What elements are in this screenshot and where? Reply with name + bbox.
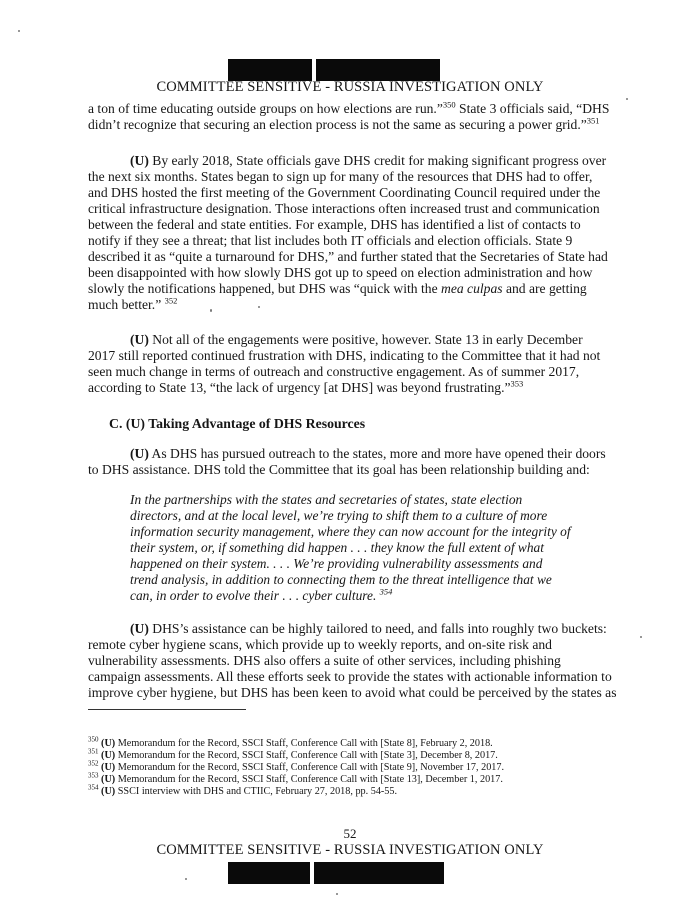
para1-text: and are getting xyxy=(502,281,587,296)
header-classification: COMMITTEE SENSITIVE - RUSSIA INVESTIGATION ONLY xyxy=(156,79,544,95)
quote-line: directors, and at the local level, we’re trying to shift them to a culture of more xyxy=(130,508,548,523)
para4-line: remote cyber hygiene scans, which provide up to weekly reports, and on-site risk and xyxy=(88,637,552,652)
footnote-text: SSCI interview with DHS and CTIIC, February 27, 2018, pp. 54-55. xyxy=(115,786,398,797)
quote-line: trend analysis, in addition to connecting them to the threat intelligence that we xyxy=(130,572,552,587)
page-number: 52 xyxy=(343,826,357,841)
footnote-divider xyxy=(88,709,246,710)
para1-line: between the federal and state entities. For example, DHS has identified a list of contacts to xyxy=(88,217,581,232)
footnote-marker: (U) xyxy=(101,786,116,797)
footnote xyxy=(88,747,498,761)
footnote-text: Memorandum for the Record, SSCI Staff, Conference Call with [State 3], December 8, 2017. xyxy=(115,750,498,761)
footnote-text: Memorandum for the Record, SSCI Staff, Conference Call with [State 13], December 1, 2017. xyxy=(115,774,503,785)
quote-text: can, in order to evolve their . . . cyber culture. xyxy=(130,588,377,603)
quote-line: In the partnerships with the states and secretaries of states, state election xyxy=(130,492,523,507)
quote-line: their system, or, if something did happen . . . they know the full extent of what xyxy=(130,540,544,555)
para1-line: and DHS hosted the first meeting of the Government Coordinating Council required under the xyxy=(88,185,601,200)
footnote-marker: (U) xyxy=(101,762,116,773)
classification-marker: (U) xyxy=(130,446,149,461)
classification-marker: (U) xyxy=(130,621,149,636)
footnote-marker: (U) xyxy=(101,774,116,785)
quote-line: happened on their system. . . . We’re providing vulnerability assessments and xyxy=(130,556,543,571)
footnote-number: 354 xyxy=(88,783,99,792)
para1-line xyxy=(88,153,668,169)
scan-speck xyxy=(210,309,212,312)
scan-speck xyxy=(336,893,338,895)
footnote-ref[interactable]: 354 xyxy=(379,586,393,597)
footnote xyxy=(88,783,398,797)
footnote-ref[interactable]: 352 xyxy=(164,295,178,306)
quote-line xyxy=(130,588,392,604)
footnote-number: 350 xyxy=(88,735,99,744)
para1-line: described it as “quite a turnaround for DHS,” and further stated that the Secretaries of State had xyxy=(88,249,608,264)
top-redaction-right xyxy=(316,59,440,81)
para1-text: By early 2018, State officials gave DHS credit for making significant progress over xyxy=(148,153,607,168)
footnote-text: Memorandum for the Record, SSCI Staff, Conference Call with [State 9], November 17, 2017. xyxy=(115,762,505,773)
footnote xyxy=(88,759,505,773)
para1-italic: mea culpas xyxy=(441,281,503,296)
para2-line xyxy=(88,332,668,348)
footnote xyxy=(88,735,493,749)
para3-line xyxy=(88,446,668,462)
para0-text: didn’t recognize that securing an election process is not the same as securing a power grid.” xyxy=(88,117,587,132)
footnote xyxy=(88,771,503,785)
para2-text: Not all of the engagements were positive, however. State 13 in early December xyxy=(148,332,583,347)
para3-line: to DHS assistance. DHS told the Committee that its goal has been relationship building and: xyxy=(88,462,590,477)
para1-line: critical infrastructure designation. Those interactions often increased trust and communication xyxy=(88,201,600,216)
scan-speck xyxy=(258,306,260,308)
para1-line xyxy=(88,281,626,297)
para1-text: slowly the notifications happened, but DHS was “quick with the xyxy=(88,281,441,296)
para0-text: a ton of time educating outside groups on how elections are run.” xyxy=(88,101,443,116)
footer-classification: COMMITTEE SENSITIVE - RUSSIA INVESTIGATION ONLY xyxy=(156,842,544,858)
para1-line: the next six months. States began to sign up for many of the resources that DHS had to offer, xyxy=(88,169,593,184)
para1-line: been disappointed with how slowly DHS got up to speed on election administration and how xyxy=(88,265,593,280)
para2-text: according to State 13, “the lack of urgency [at DHS] was beyond frustrating.” xyxy=(88,380,511,395)
para2-line: seen much change in terms of outreach and constructive engagement. As of summer 2017, xyxy=(88,364,580,379)
para0-text: State 3 officials said, “DHS xyxy=(455,101,610,116)
footnote-number: 353 xyxy=(88,771,99,780)
para3-text: As DHS has pursued outreach to the states, more and more have opened their doors xyxy=(148,446,606,461)
footnote-ref[interactable]: 350 xyxy=(442,99,456,110)
para2-line xyxy=(88,380,626,396)
para0-line xyxy=(88,117,626,133)
para1-line: notify if they see a threat; that list includes both IT officials and election officials. State 9 xyxy=(88,233,573,248)
scan-speck xyxy=(640,636,642,638)
footnote-number: 351 xyxy=(88,747,99,756)
bottom-redaction-left xyxy=(228,862,310,884)
scan-speck xyxy=(185,878,187,880)
footnote-marker: (U) xyxy=(101,738,116,749)
para2-line: 2017 still reported continued frustration with DHS, indicating to the Committee that it had not xyxy=(88,348,601,363)
classification-marker: (U) xyxy=(130,153,149,168)
scan-speck xyxy=(626,98,628,100)
top-redaction-left xyxy=(228,59,312,81)
bottom-redaction-right xyxy=(314,862,444,884)
scan-speck xyxy=(18,30,20,32)
section-heading: C. (U) Taking Advantage of DHS Resources xyxy=(109,416,366,431)
classification-marker: (U) xyxy=(130,332,149,347)
para0-line xyxy=(88,101,626,117)
footnote-ref[interactable]: 353 xyxy=(510,378,524,389)
para4-line: campaign assessments. All these efforts seek to provide the states with actionable information to xyxy=(88,669,612,684)
para1-text: much better.” xyxy=(88,297,162,312)
footnote-marker: (U) xyxy=(101,750,116,761)
footnote-text: Memorandum for the Record, SSCI Staff, Conference Call with [State 8], February 2, 2018. xyxy=(115,738,493,749)
para4-line: improve cyber hygiene, but DHS has been keen to avoid what could be perceived by the states as xyxy=(88,685,617,700)
para1-line xyxy=(88,297,626,313)
footnote-ref[interactable]: 351 xyxy=(586,115,600,126)
quote-line: information security management, where they can now account for the integrity of xyxy=(130,524,571,539)
footnote-number: 352 xyxy=(88,759,99,768)
para4-line xyxy=(88,621,668,637)
para4-text: DHS’s assistance can be highly tailored to need, and falls into roughly two buckets: xyxy=(148,621,607,636)
para4-line: vulnerability assessments. DHS also offers a suite of other services, including phishing xyxy=(88,653,561,668)
